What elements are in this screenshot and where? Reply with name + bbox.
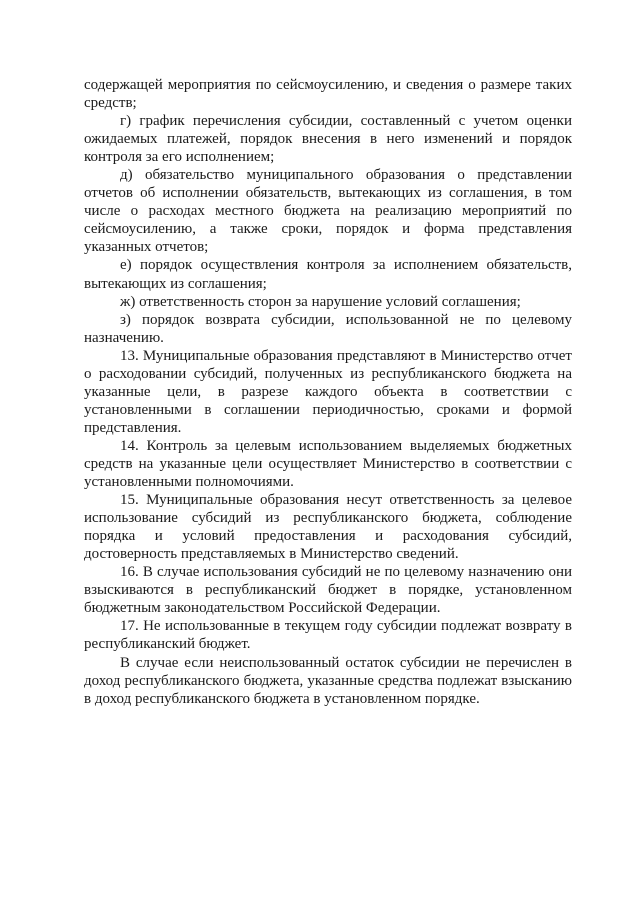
paragraph-item-zh: ж) ответственность сторон за нарушение условий соглашения; (120, 293, 521, 310)
paragraph-clause-17: 17. Не использованные в текущем году субсидии подлежат возврату в республиканский бюджет. (84, 618, 572, 653)
paragraph-clause-16: 16. В случае использования субсидий не по целевому назначению они взыскиваются в республиканский бюджет в порядке, установленном бюджетным законодательством Российской Федерации. (84, 564, 572, 617)
paragraph-clause-14: 14. Контроль за целевым использованием выделяемых бюджетных средств на указанные цели осуществляет Министерство в соответствии с установленными полномочиями. (84, 437, 572, 491)
paragraph-item-g: г) график перечисления субсидии, составленный с учетом оценки ожидаемых платежей, порядок внесения в него изменений и порядок контроля за его исполнением; (84, 113, 572, 166)
paragraph-clause-17-continuation: В случае если неиспользованный остаток субсидии не перечислен в доход республиканского бюджета, указанные средства подлежат взысканию в доход республиканского бюджета в установленном порядке. (84, 654, 572, 707)
paragraph-item-z: з) порядок возврата субсидии, использованной не по целевому назначению. (84, 311, 572, 346)
paragraph-item-e: е) порядок осуществления контроля за исполнением обязательств, вытекающих из соглашения; (84, 257, 572, 292)
document-body (84, 76, 572, 708)
paragraph-clause-13: 13. Муниципальные образования представляют в Министерство отчет о расходовании субсидий, полученных из республиканского бюджета на указанные цели, в разрезе каждого объекта в соответствии с установленными в соглашении периодичностью, сроками и формой представления. (84, 347, 572, 436)
paragraph-item-d: д) обязательство муниципального образования о представлении отчетов об исполнении обязательств, вытекающих из соглашения, в том числе о расходах местного бюджета на реализацию мероприятий по сейсмоусилению, а также сроки, порядок и форма представления указанных отчетов; (84, 167, 572, 256)
paragraph-continuation: содержащей мероприятия по сейсмоусилению, и сведения о размере таких средств; (84, 77, 572, 112)
paragraph-clause-15: 15. Муниципальные образования несут ответственность за целевое использование субсидий из республиканского бюджета, соблюдение порядка и условий предоставления и расходования субсидий, достоверность представляемых в Министерство сведений. (84, 492, 572, 563)
